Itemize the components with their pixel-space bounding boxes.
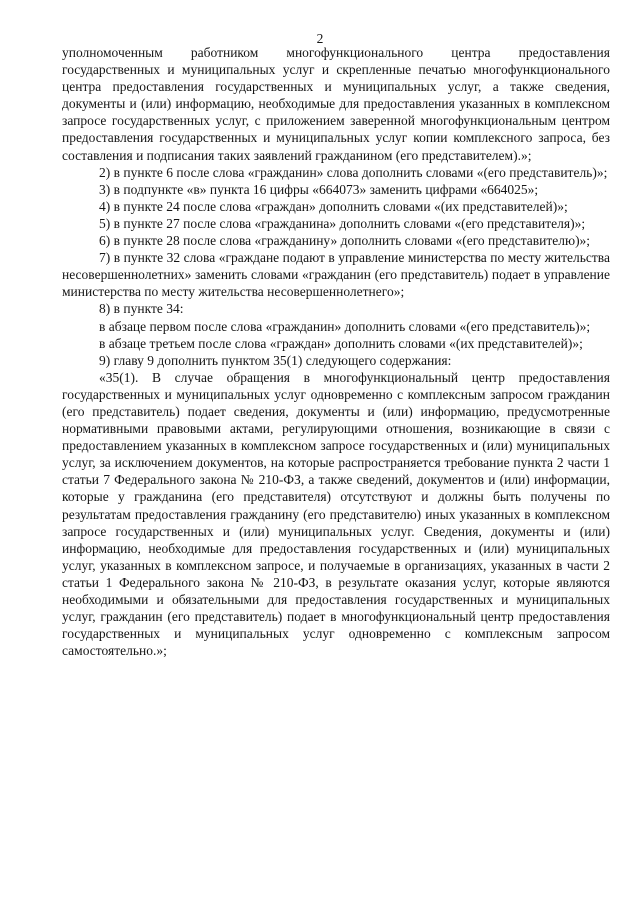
paragraph: в абзаце третьем после слова «граждан» дополнить словами «(их представителей)»;: [99, 335, 583, 351]
paragraph: 8) в пункте 34:: [99, 301, 184, 317]
paragraph: 7) в пункте 32 слова «граждане подают в управление министерства по месту жительства несовершеннолетних» заменить словами «гражданин (его представитель) подает в управление министерства по месту жительства несовершеннолетнего»;: [62, 250, 610, 300]
paragraph: уполномоченным работником многофункционального центра предоставления государственных и муниципальных услуг и скрепленные печатью многофункционального центра предоставления государственных и муниципальных услуг, а также сведения, документы и (или) информацию, необходимые для предоставления указанных в комплексном запросе государственных услуг, с приложением заверенной многофункциональным центром предоставления государственных и муниципальных услуг копии комплексного запроса, без составления и подписания таких заявлений гражданином (его представителем).»;: [62, 45, 610, 163]
paragraph: 5) в пункте 27 после слова «гражданина» дополнить словами «(его представителя)»;: [99, 215, 586, 231]
paragraph: 6) в пункте 28 после слова «гражданину» дополнить словами «(его представителю)»;: [99, 233, 591, 249]
paragraph: 3) в подпункте «в» пункта 16 цифры «664073» заменить цифрами «664025»;: [99, 181, 539, 197]
paragraph: 4) в пункте 24 после слова «граждан» дополнить словами «(их представителей)»;: [99, 198, 568, 214]
paragraph: 2) в пункте 6 после слова «гражданин» слова дополнить словами «(его представитель)»;: [99, 164, 608, 180]
paragraph: в абзаце первом после слова «гражданин» дополнить словами «(его представитель)»;: [99, 318, 591, 334]
paragraph: «35(1). В случае обращения в многофункциональный центр предоставления государственных и муниципальных услуг одновременно с комплексным запросом гражданин (его представитель) подает сведения, документы и (или) информацию, предусмотренные нормативными правовыми актами, регулирующими отношения, возникающие в связи с предоставлением указанных в комплексном запросе государственных и (или) муниципальных услуг, за исключением документов, на которые распространяется требование пункта 2 части 1 статьи 7 Федерального закона № 210-ФЗ, а также сведений, документов и (или) информации, которые у гражданина (его представителя) отсутствуют и должны быть получены по результатам предоставления гражданину (его представителю) иных указанных в комплексном запросе государственных и (или) муниципальных услуг. Сведения, документы и (или) информацию, необходимые для предоставления государственных и (или) муниципальных услуг, указанных в комплексном запросе, и получаемые в организациях, указанных в части 2 статьи 1 Федерального закона № 210-ФЗ, в результате оказания услуг, которые являются необходимыми и обязательными для предоставления государственных и муниципальных услуг, гражданин (его представитель) подает в многофункциональный центр предоставления государственных и муниципальных услуг одновременно с комплексным запросом самостоятельно.»;: [62, 369, 610, 659]
paragraph: 9) главу 9 дополнить пунктом 35(1) следующего содержания:: [99, 352, 452, 368]
page-number: 2: [316, 31, 324, 46]
document-body: [62, 44, 610, 659]
